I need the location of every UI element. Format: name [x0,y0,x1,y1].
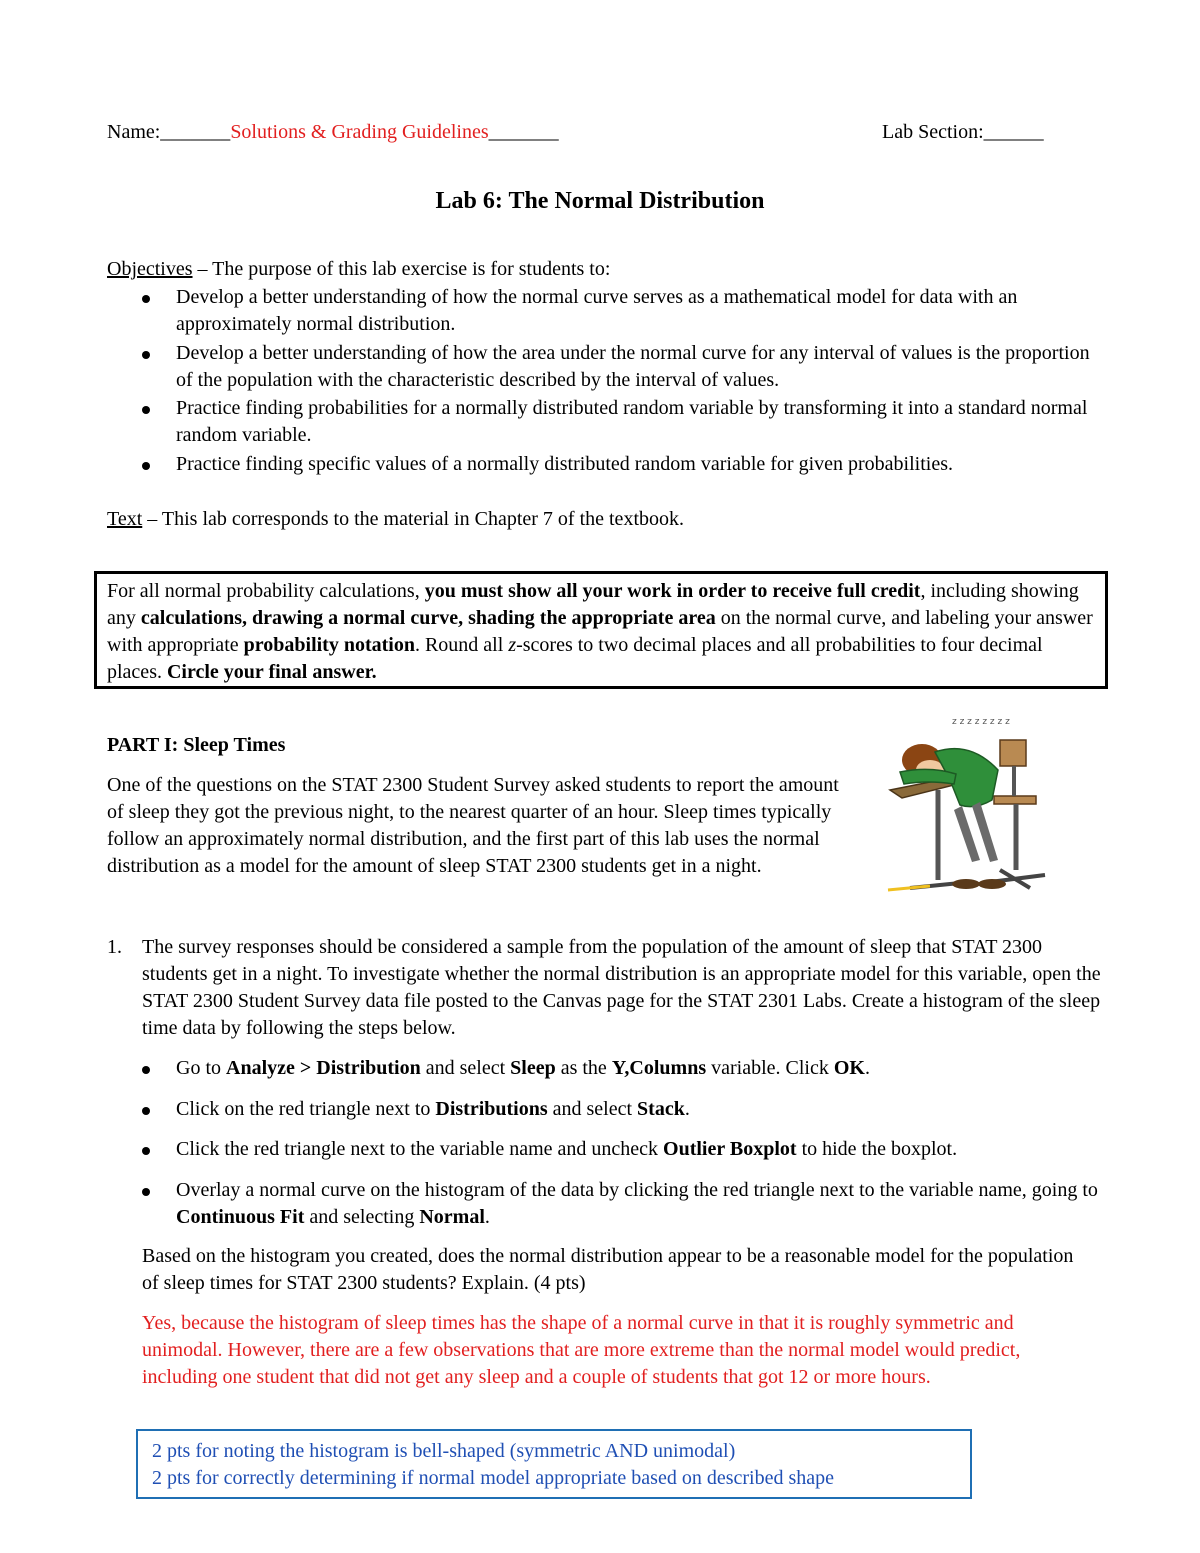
objective-text: Develop a better understanding of how the area under the normal curve for any interval of values is the proportion of the population with the characteristic described by the interval of values. [176,342,1090,391]
objectives-intro-text: – The purpose of this lab exercise is for students to: [192,258,611,280]
grading-line: 2 pts for noting the histogram is bell-shaped (symmetric AND unimodal) [152,1440,736,1462]
lab-section-line: Lab Section:______ [882,121,1044,143]
bullet-icon [142,295,150,303]
step-emphasis: Normal [419,1206,485,1228]
step-text: Go to [176,1057,226,1079]
sleeping-student-image [880,710,1080,910]
step-emphasis: Sleep [510,1057,556,1079]
text-ref-body: – This lab corresponds to the material in Chapter 7 of the textbook. [142,508,684,530]
notice-z: z [508,634,517,656]
notice-emphasis: you must show all your work in order to receive full credit [424,580,921,602]
sleeping-student-icon [880,710,1080,910]
objective-text: Develop a better understanding of how the normal curve serves as a mathematical model for data with an approximately normal distribution. [176,286,1018,335]
notice-text: , including showing any [107,580,1079,629]
grading-line: 2 pts for correctly determining if normal model appropriate based on described shape [152,1467,834,1489]
step-text: and selecting [304,1206,420,1228]
name-line [107,119,559,146]
bullet-icon [142,1107,150,1115]
bullet-icon [142,1188,150,1196]
step-text: Overlay a normal curve on the histogram of the data by clicking the red triangle next to the variable name, going to [176,1179,1098,1201]
objectives-label: Objectives [107,258,193,280]
name-label: Name:_______ [107,121,231,143]
answer-text: Yes, because the histogram of sleep times has the shape of a normal curve in that it is roughly symmetric and unimodal. However, there are a few observations that are more extreme than the normal model would predict, including one student that did not get any sleep and a couple of students that got 12 or more hours. [142,1312,1021,1388]
objectives-intro [107,256,610,283]
step-emphasis: Distributions [435,1098,548,1120]
question-prompt: Based on the histogram you created, does the normal distribution appear to be a reasonable model for the population of sleep times for STAT 2300 students? Explain. (4 pts) [142,1245,1074,1294]
name-tail: _______ [488,121,559,143]
objective-text: Practice finding specific values of a normally distributed random variable for given probabilities. [176,453,953,475]
step-text: as the [555,1057,612,1079]
step-emphasis: Stack [637,1098,685,1120]
step-emphasis: Y,Columns [611,1057,707,1079]
question-text: The survey responses should be considered a sample from the population of the amount of sleep that STAT 2300 students get in a night. To investigate whether the normal distribution is an appropriate model for this variable, open the STAT 2300 Student Survey data file posted to the Canvas page for the STAT 2301 Labs. Create a histogram of the sleep time data by following the steps below. [142,936,1101,1039]
objective-text: Practice finding probabilities for a normally distributed random variable by transforming it into a standard normal random variable. [176,397,1088,446]
objective-item [142,340,1102,394]
text-reference [107,506,684,533]
step-text: . [864,1057,870,1079]
step-text: and select [547,1098,638,1120]
bullet-icon [142,351,150,359]
notice-text: -scores to two decimal places and all probabilities to four decimal places. [107,634,1043,683]
name-value: Solutions & Grading Guidelines [230,121,489,143]
notice-text: . Round all [414,634,509,656]
notice-text: For all normal probability calculations, [107,580,425,602]
step-text: . [684,1098,690,1120]
step-text: . [484,1206,490,1228]
question-number: 1. [107,936,122,958]
step-item [142,1055,1102,1082]
step-emphasis: Outlier Boxplot [663,1138,797,1160]
objective-item [142,395,1102,449]
bullet-icon [142,1066,150,1074]
notice-emphasis: calculations, drawing a normal curve, shading the appropriate area [140,607,716,629]
step-text: Click on the red triangle next to [176,1098,436,1120]
step-item [142,1136,1102,1163]
step-text: variable. Click [706,1057,834,1079]
objective-item [142,451,1102,478]
bullet-icon [142,462,150,470]
zzz-caption: z z z z z z z z [952,717,1010,727]
text-ref-label: Text [107,508,143,530]
notice-emphasis: probability notation [243,634,415,656]
grading-box [136,1429,972,1499]
part1-heading: PART I: Sleep Times [107,734,286,756]
bullet-icon [142,1147,150,1155]
step-text: and select [420,1057,511,1079]
step-emphasis: Continuous Fit [176,1206,305,1228]
page-title: Lab 6: The Normal Distribution [435,188,765,214]
notice-text: on the normal curve, and labeling your answer with appropriate [107,607,1093,656]
notice-box [94,571,1108,689]
step-emphasis: Analyze > Distribution [226,1057,421,1079]
notice-emphasis: Circle your final answer. [166,661,377,683]
step-emphasis: OK [833,1057,865,1079]
objective-item [142,284,1102,338]
step-text: Click the red triangle next to the variable name and uncheck [176,1138,664,1160]
bullet-icon [142,406,150,414]
part1-intro: One of the questions on the STAT 2300 Student Survey asked students to report the amount of sleep they got the previous night, to the nearest quarter of an hour. Sleep times typically follow an approximately normal distribution, and the first part of this lab uses the normal distribution as a model for the amount of sleep STAT 2300 students get in a night. [107,774,839,877]
step-text: to hide the boxplot. [796,1138,958,1160]
step-item [142,1096,1102,1123]
step-item [142,1177,1102,1231]
